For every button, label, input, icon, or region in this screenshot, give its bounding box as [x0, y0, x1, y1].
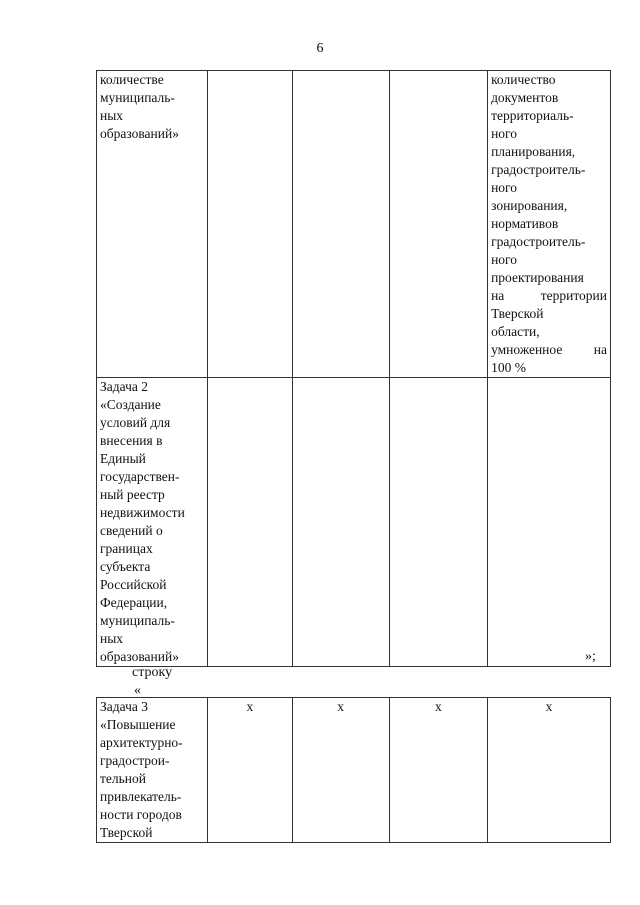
table-cell-empty: [292, 71, 389, 378]
table-cell-task-name: Задача 2 «Создание условий для внесения в Единый государствен- ный реестр недвижимости сведений о границах субъекта Российской Федерации, муниципаль- ных образований»: [97, 378, 208, 667]
description-line: ного: [491, 252, 517, 267]
description-line: градостроитель-: [491, 234, 586, 249]
table-cell-empty: [389, 378, 487, 667]
instruction-word: строку: [132, 665, 173, 680]
description-line: количество: [491, 72, 556, 87]
description-line: документов: [491, 90, 559, 105]
table-cell-task-name: количестве муниципаль- ных образований»: [97, 71, 208, 378]
table-row: [97, 71, 611, 378]
description-line: Тверской: [491, 306, 544, 321]
table-cell-mark: х: [488, 698, 611, 843]
table-row: [97, 378, 611, 667]
closing-quote: »;: [585, 649, 596, 664]
description-line: проектирования: [491, 270, 584, 285]
description-line: нормативов: [491, 216, 559, 231]
description-line: на территории: [491, 288, 607, 303]
table-cell-mark: х: [208, 698, 292, 843]
description-line: ного: [491, 126, 517, 141]
table-cell-empty: [292, 378, 389, 667]
table-cell-empty: [389, 71, 487, 378]
table-cell-indicator-description: [488, 71, 611, 378]
table-cell-task-name: Задача 3 «Повышение архитектурно- градострои- тельной привлекатель- ности городов Тверской: [97, 698, 208, 843]
description-line: градостроитель-: [491, 162, 586, 177]
description-line: планирования,: [491, 144, 576, 159]
description-line: территориаль-: [491, 108, 574, 123]
opening-quote: «: [134, 683, 141, 698]
description-line: зонирования,: [491, 198, 568, 213]
table-cell-mark: х: [389, 698, 487, 843]
table-row: [97, 698, 611, 843]
indicators-table-continued: [96, 70, 611, 667]
description-line: умноженное на: [491, 342, 607, 357]
new-row-table: [96, 697, 611, 843]
page-number: 6: [316, 41, 324, 56]
table-cell-empty: [208, 71, 292, 378]
table-cell-mark: х: [292, 698, 389, 843]
table-cell-empty: [208, 378, 292, 667]
description-line: области,: [491, 324, 540, 339]
description-line: ного: [491, 180, 517, 195]
description-line: 100 %: [491, 360, 526, 375]
table-cell-empty: [488, 378, 611, 667]
